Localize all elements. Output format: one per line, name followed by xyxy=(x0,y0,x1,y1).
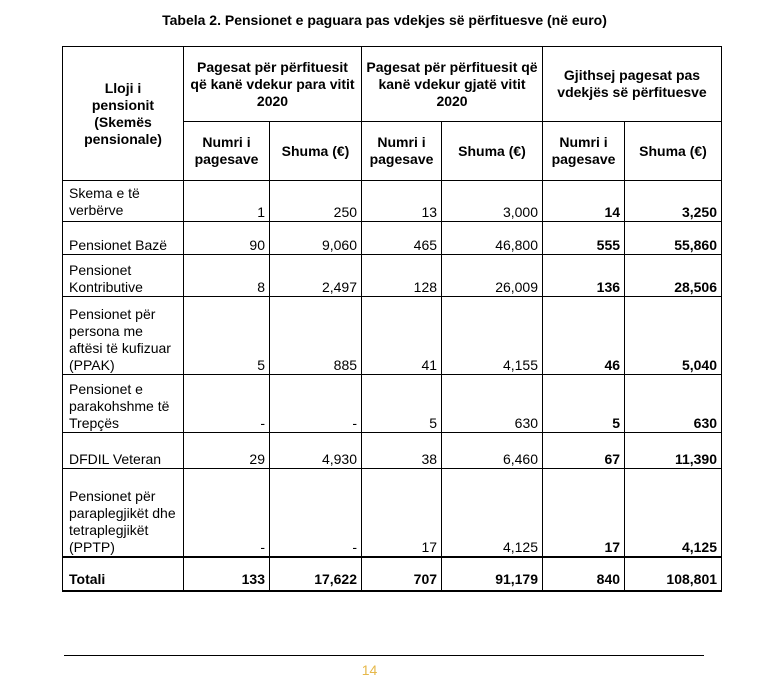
cell-count-before: 5 xyxy=(184,297,270,375)
cell-count-total: 46 xyxy=(543,297,625,375)
total-label: Totali xyxy=(63,557,184,591)
cell-amount-during: 6,460 xyxy=(442,433,543,469)
total-amount-during: 91,179 xyxy=(442,557,543,591)
header-count-total: Numri i pagesave xyxy=(543,122,625,181)
cell-count-before: 29 xyxy=(184,433,270,469)
cell-count-total: 67 xyxy=(543,433,625,469)
cell-count-during: 38 xyxy=(362,433,442,469)
cell-count-before: 1 xyxy=(184,181,270,222)
table-caption: Tabela 2. Pensionet e paguara pas vdekjes së përfituesve (në euro) xyxy=(162,12,607,28)
total-count-during: 707 xyxy=(362,557,442,591)
cell-count-during: 5 xyxy=(362,375,442,433)
cell-count-during: 465 xyxy=(362,222,442,255)
header-amount-total: Shuma (€) xyxy=(625,122,722,181)
table-row xyxy=(63,181,722,222)
row-label: Pensionet Kontributive xyxy=(63,255,184,297)
header-group-during-2020: Pagesat për përfituesit që kanë vdekur gjatë vitit 2020 xyxy=(362,47,543,122)
cell-amount-total: 55,860 xyxy=(625,222,722,255)
total-row xyxy=(63,557,722,591)
cell-amount-total: 11,390 xyxy=(625,433,722,469)
header-count-before: Numri i pagesave xyxy=(184,122,270,181)
table-row xyxy=(63,297,722,375)
total-amount-before: 17,622 xyxy=(270,557,362,591)
total-count-all: 840 xyxy=(543,557,625,591)
row-label: Pensionet e parakohshme të Trepçës xyxy=(63,375,184,433)
page-number: 14 xyxy=(361,662,378,678)
header-amount-before: Shuma (€) xyxy=(270,122,362,181)
cell-amount-before: 4,930 xyxy=(270,433,362,469)
table-row xyxy=(63,433,722,469)
cell-amount-during: 3,000 xyxy=(442,181,543,222)
cell-count-total: 5 xyxy=(543,375,625,433)
cell-amount-during: 4,125 xyxy=(442,469,543,557)
total-amount-all: 108,801 xyxy=(625,557,722,591)
cell-count-total: 14 xyxy=(543,181,625,222)
cell-amount-during: 630 xyxy=(442,375,543,433)
cell-count-before: - xyxy=(184,469,270,557)
header-group-total: Gjithsej pagesat pas vdekjës së përfituesve xyxy=(543,47,722,122)
table-row xyxy=(63,222,722,255)
cell-count-total: 136 xyxy=(543,255,625,297)
cell-amount-before: 885 xyxy=(270,297,362,375)
cell-count-before: - xyxy=(184,375,270,433)
cell-count-during: 41 xyxy=(362,297,442,375)
header-pension-type: Lloji i pensionit (Skemës pensionale) xyxy=(63,47,184,181)
row-label: DFDIL Veteran xyxy=(63,433,184,469)
cell-count-before: 8 xyxy=(184,255,270,297)
table-row xyxy=(63,255,722,297)
pension-payments-table xyxy=(62,46,722,592)
row-label: Pensionet për paraplegjikët dhe tetraplegjikët (PPTP) xyxy=(63,469,184,557)
cell-amount-during: 46,800 xyxy=(442,222,543,255)
cell-count-during: 128 xyxy=(362,255,442,297)
cell-amount-total: 4,125 xyxy=(625,469,722,557)
cell-amount-total: 630 xyxy=(625,375,722,433)
cell-count-before: 90 xyxy=(184,222,270,255)
cell-count-total: 555 xyxy=(543,222,625,255)
cell-count-total: 17 xyxy=(543,469,625,557)
cell-amount-total: 28,506 xyxy=(625,255,722,297)
cell-count-during: 17 xyxy=(362,469,442,557)
row-label: Pensionet për persona me aftësi të kufizuar (PPAK) xyxy=(63,297,184,375)
cell-count-during: 13 xyxy=(362,181,442,222)
table-row xyxy=(63,375,722,433)
footer-divider xyxy=(64,655,704,656)
cell-amount-before: 2,497 xyxy=(270,255,362,297)
header-amount-during: Shuma (€) xyxy=(442,122,543,181)
cell-amount-during: 26,009 xyxy=(442,255,543,297)
cell-amount-before: 250 xyxy=(270,181,362,222)
cell-amount-total: 5,040 xyxy=(625,297,722,375)
header-group-before-2020: Pagesat për përfituesit që kanë vdekur para vitit 2020 xyxy=(184,47,362,122)
row-label: Pensionet Bazë xyxy=(63,222,184,255)
cell-amount-before: 9,060 xyxy=(270,222,362,255)
header-count-during: Numri i pagesave xyxy=(362,122,442,181)
total-count-before: 133 xyxy=(184,557,270,591)
cell-amount-during: 4,155 xyxy=(442,297,543,375)
table-row xyxy=(63,469,722,557)
cell-amount-before: - xyxy=(270,469,362,557)
cell-amount-total: 3,250 xyxy=(625,181,722,222)
cell-amount-before: - xyxy=(270,375,362,433)
row-label: Skema e të verbërve xyxy=(63,181,184,222)
